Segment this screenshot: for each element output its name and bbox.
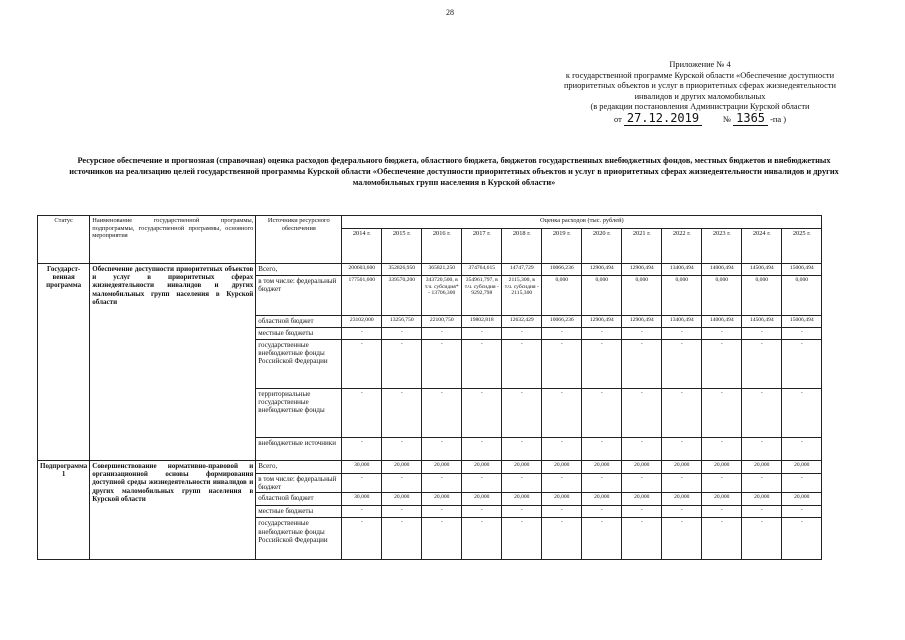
- header-year: 2024 г.: [742, 229, 782, 264]
- value-cell: -: [382, 389, 422, 438]
- value-cell: 374764,615: [462, 264, 502, 276]
- value-cell: 23102,000: [342, 316, 382, 328]
- value-cell: -: [742, 389, 782, 438]
- appendix-line: к государственной программе Курской области «Обеспечение доступности: [565, 70, 835, 80]
- value-cell: 13406,494: [662, 264, 702, 276]
- value-cell: -: [622, 474, 662, 493]
- value-cell: -: [422, 438, 462, 461]
- value-cell: 20,000: [742, 493, 782, 506]
- value-cell: -: [502, 518, 542, 560]
- value-cell: 14506,494: [742, 264, 782, 276]
- value-cell: -: [702, 389, 742, 438]
- value-cell: 10066,236: [542, 264, 582, 276]
- value-cell: 12906,494: [582, 264, 622, 276]
- value-cell: -: [782, 328, 822, 340]
- value-cell: -: [782, 389, 822, 438]
- subprogram-name: Совершенствование нормативно-правовой и организационной основы формирования доступной среды жизнедеятельности инвалидов и других маломобильных групп населения в Курской области: [90, 461, 256, 560]
- value-cell: -: [542, 389, 582, 438]
- appendix-line: приоритетных объектов и услуг в приоритетных сферах жизнедеятельности: [563, 81, 837, 91]
- header-status: Статус: [38, 216, 90, 264]
- value-cell: -: [622, 389, 662, 438]
- value-cell: -: [622, 340, 662, 389]
- value-cell: -: [502, 389, 542, 438]
- value-cell: -: [542, 506, 582, 518]
- value-cell: 343720,500, в т.ч. субсидия* - 13706,300: [422, 276, 462, 316]
- value-cell: 20,000: [422, 493, 462, 506]
- value-cell: -: [382, 474, 422, 493]
- value-cell: 0,000: [622, 276, 662, 316]
- value-cell: 177501,600: [342, 276, 382, 316]
- value-cell: -: [742, 506, 782, 518]
- table-row: [38, 461, 822, 474]
- program-status: Государст-венная программа: [38, 264, 90, 461]
- header-name: Наименование государственной программы, подпрограммы, государственной программы, основного мероприятия: [90, 216, 256, 264]
- value-cell: -: [782, 506, 822, 518]
- value-cell: 20,000: [742, 461, 782, 474]
- value-cell: -: [462, 474, 502, 493]
- value-cell: 15006,494: [782, 264, 822, 276]
- value-cell: -: [422, 506, 462, 518]
- value-cell: -: [742, 328, 782, 340]
- value-cell: -: [342, 328, 382, 340]
- value-cell: 10066,236: [542, 316, 582, 328]
- value-cell: 14006,494: [702, 316, 742, 328]
- appendix-line: (в редакции постановления Администрации Курской области: [590, 102, 810, 112]
- value-cell: 22100,750: [422, 316, 462, 328]
- value-cell: 20,000: [502, 493, 542, 506]
- page-number: 28: [446, 8, 454, 17]
- value-cell: 2115,300, в т.ч. субсидия - 2115,300: [502, 276, 542, 316]
- value-cell: 20,000: [702, 493, 742, 506]
- value-cell: 13406,494: [662, 316, 702, 328]
- value-cell: -: [582, 389, 622, 438]
- source-label: областной бюджет: [256, 316, 342, 328]
- value-cell: -: [462, 340, 502, 389]
- source-label: государственные внебюджетные фонды Российской Федерации: [256, 340, 342, 389]
- value-cell: -: [462, 438, 502, 461]
- header-year: 2022 г.: [662, 229, 702, 264]
- header-sources: Источники ресурсного обеспечения: [256, 216, 342, 264]
- value-cell: -: [662, 518, 702, 560]
- value-cell: -: [382, 438, 422, 461]
- header-year: 2020 г.: [582, 229, 622, 264]
- number-handwritten: 1365: [733, 111, 768, 126]
- value-cell: 0,000: [782, 276, 822, 316]
- value-cell: -: [582, 506, 622, 518]
- value-cell: -: [342, 474, 382, 493]
- value-cell: 14506,494: [742, 316, 782, 328]
- source-label: Всего,: [256, 461, 342, 474]
- value-cell: -: [742, 340, 782, 389]
- value-cell: -: [462, 389, 502, 438]
- value-cell: 20,000: [662, 493, 702, 506]
- value-cell: -: [462, 518, 502, 560]
- value-cell: -: [422, 474, 462, 493]
- value-cell: -: [662, 438, 702, 461]
- value-cell: -: [782, 438, 822, 461]
- value-cell: -: [342, 340, 382, 389]
- value-cell: -: [622, 518, 662, 560]
- value-cell: -: [542, 328, 582, 340]
- value-cell: 20,000: [462, 461, 502, 474]
- value-cell: -: [422, 518, 462, 560]
- value-cell: -: [662, 328, 702, 340]
- value-cell: -: [382, 328, 422, 340]
- value-cell: 20,000: [542, 493, 582, 506]
- value-cell: 20,000: [582, 461, 622, 474]
- value-cell: -: [542, 340, 582, 389]
- resource-table: [37, 215, 822, 560]
- value-cell: -: [662, 506, 702, 518]
- value-cell: 12632,429: [502, 316, 542, 328]
- source-label: местные бюджеты: [256, 506, 342, 518]
- value-cell: -: [782, 340, 822, 389]
- value-cell: -: [662, 340, 702, 389]
- value-cell: 15006,494: [782, 316, 822, 328]
- value-cell: 0,000: [702, 276, 742, 316]
- appendix-block: [520, 60, 880, 126]
- value-cell: -: [342, 506, 382, 518]
- value-cell: -: [582, 438, 622, 461]
- value-cell: 20,000: [462, 493, 502, 506]
- header-year: 2017 г.: [462, 229, 502, 264]
- value-cell: -: [422, 389, 462, 438]
- value-cell: 12906,494: [622, 264, 662, 276]
- value-cell: -: [702, 518, 742, 560]
- document-heading: Ресурсное обеспечение и прогнозная (справочная) оценка расходов федерального бюджета, областного бюджета, бюджетов государственных внебюджетных фондов, местных бюджетов и внебюджетных источников на реализацию целей государственной программы Курской области «Обеспечение доступности приоритетных объектов и услуг в приоритетных сферах жизнедеятельности инвалидов и других маломобильных групп населения в Курской области»: [69, 156, 839, 187]
- source-label: государственные внебюджетные фонды Российской Федерации: [256, 518, 342, 560]
- value-cell: -: [702, 328, 742, 340]
- value-cell: -: [542, 474, 582, 493]
- value-cell: 19802,818: [462, 316, 502, 328]
- value-cell: -: [742, 474, 782, 493]
- value-cell: -: [702, 340, 742, 389]
- value-cell: -: [782, 518, 822, 560]
- source-label: Всего,: [256, 264, 342, 276]
- value-cell: -: [502, 474, 542, 493]
- value-cell: -: [342, 389, 382, 438]
- value-cell: 20,000: [662, 461, 702, 474]
- value-cell: 20,000: [422, 461, 462, 474]
- table-row: [38, 264, 822, 276]
- subprogram-status: Подпрограмма 1: [38, 461, 90, 560]
- value-cell: 0,000: [542, 276, 582, 316]
- value-cell: 12906,494: [582, 316, 622, 328]
- header-year: 2014 г.: [342, 229, 382, 264]
- value-cell: -: [662, 389, 702, 438]
- value-cell: 20,000: [622, 461, 662, 474]
- value-cell: -: [382, 518, 422, 560]
- appendix-title: Приложение № 4: [669, 60, 731, 69]
- value-cell: 200603,600: [342, 264, 382, 276]
- value-cell: -: [462, 506, 502, 518]
- value-cell: 14006,494: [702, 264, 742, 276]
- value-cell: -: [502, 438, 542, 461]
- date-handwritten: 27.12.2019: [624, 111, 702, 126]
- value-cell: -: [342, 438, 382, 461]
- value-cell: 20,000: [782, 461, 822, 474]
- value-cell: -: [382, 340, 422, 389]
- value-cell: 20,000: [622, 493, 662, 506]
- header-year: 2023 г.: [702, 229, 742, 264]
- value-cell: -: [582, 474, 622, 493]
- value-cell: 20,000: [542, 461, 582, 474]
- value-cell: -: [582, 340, 622, 389]
- source-label: в том числе: федеральный бюджет: [256, 474, 342, 493]
- value-cell: 30,000: [342, 461, 382, 474]
- value-cell: -: [662, 474, 702, 493]
- value-cell: -: [382, 506, 422, 518]
- value-cell: 0,000: [742, 276, 782, 316]
- header-year: 2019 г.: [542, 229, 582, 264]
- value-cell: -: [782, 474, 822, 493]
- header-year: 2025 г.: [782, 229, 822, 264]
- header-year: 2016 г.: [422, 229, 462, 264]
- source-label: внебюджетные источники: [256, 438, 342, 461]
- source-label: в том числе: федеральный бюджет: [256, 276, 342, 316]
- value-cell: -: [502, 340, 542, 389]
- source-label: территориальные государственные внебюджетные фонды: [256, 389, 342, 438]
- program-name: Обеспечение доступности приоритетных объектов и услуг в приоритетных сферах жизнедеятельности инвалидов и других маломобильных групп населения в Курской области: [90, 264, 256, 461]
- appendix-date-line: [520, 110, 880, 126]
- value-cell: -: [542, 518, 582, 560]
- header-estimate: Оценка расходов (тыс. рублей): [342, 216, 822, 229]
- value-cell: -: [342, 518, 382, 560]
- value-cell: 30,000: [342, 493, 382, 506]
- header-year: 2021 г.: [622, 229, 662, 264]
- value-cell: 365821,250: [422, 264, 462, 276]
- value-cell: -: [702, 438, 742, 461]
- source-label: местные бюджеты: [256, 328, 342, 340]
- number-prefix: №: [723, 114, 732, 124]
- header-year: 2018 г.: [502, 229, 542, 264]
- value-cell: -: [622, 506, 662, 518]
- value-cell: -: [742, 518, 782, 560]
- value-cell: 13256,750: [382, 316, 422, 328]
- value-cell: -: [742, 438, 782, 461]
- value-cell: 20,000: [702, 461, 742, 474]
- date-prefix: от: [614, 114, 622, 124]
- value-cell: -: [702, 506, 742, 518]
- value-cell: 20,000: [502, 461, 542, 474]
- value-cell: 352826,950: [382, 264, 422, 276]
- value-cell: -: [502, 506, 542, 518]
- value-cell: -: [582, 328, 622, 340]
- value-cell: -: [422, 328, 462, 340]
- value-cell: -: [622, 438, 662, 461]
- value-cell: 354961,797, в т.ч. субсидия - 9292,798: [462, 276, 502, 316]
- value-cell: 339570,200: [382, 276, 422, 316]
- number-suffix: -па ): [770, 114, 786, 124]
- value-cell: 12906,494: [622, 316, 662, 328]
- page-crop: [0, 568, 905, 640]
- value-cell: 20,000: [582, 493, 622, 506]
- value-cell: -: [702, 474, 742, 493]
- value-cell: -: [542, 438, 582, 461]
- value-cell: -: [462, 328, 502, 340]
- appendix-line: инвалидов и других маломобильных: [634, 91, 766, 101]
- value-cell: 20,000: [382, 461, 422, 474]
- value-cell: -: [422, 340, 462, 389]
- value-cell: -: [622, 328, 662, 340]
- value-cell: -: [582, 518, 622, 560]
- source-label: областной бюджет: [256, 493, 342, 506]
- value-cell: 0,000: [582, 276, 622, 316]
- value-cell: 0,000: [662, 276, 702, 316]
- value-cell: 20,000: [782, 493, 822, 506]
- header-year: 2015 г.: [382, 229, 422, 264]
- value-cell: -: [502, 328, 542, 340]
- value-cell: 14747,729: [502, 264, 542, 276]
- value-cell: 20,000: [382, 493, 422, 506]
